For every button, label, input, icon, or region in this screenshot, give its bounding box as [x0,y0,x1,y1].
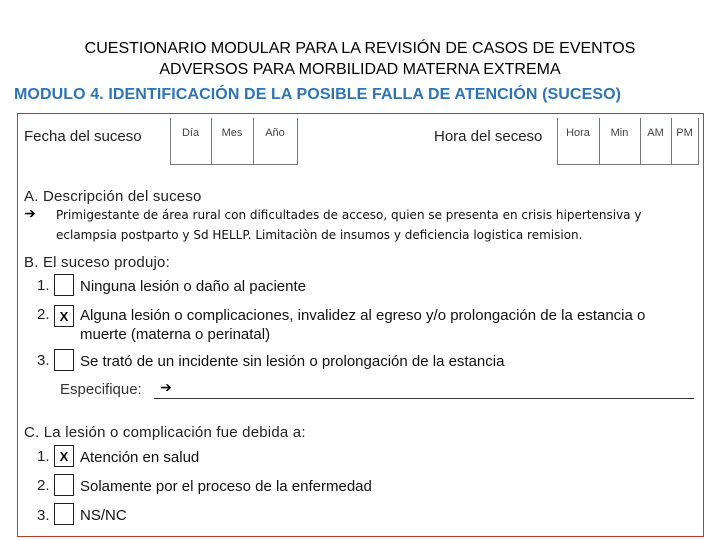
date-grid [170,118,298,166]
option-label-line: Alguna lesión o complicaciones, invalidez al egreso y/o prolongación de la estancia o [80,307,646,324]
option-label-line: muerte (materna o perinatal) [80,326,271,343]
am-field[interactable]: AM [647,127,664,139]
option-number: 2. [37,477,50,494]
outcome-checkbox-1[interactable] [54,274,74,296]
option-label: Se trató de un incidente sin lesión o prolongación de la estancia [80,353,505,370]
option-label: Solamente por el proceso de la enfermedad [80,478,372,495]
option-number: 2. [37,306,50,323]
date-cell-divider [253,118,254,164]
month-field[interactable]: Mes [221,127,243,139]
event-description [56,205,701,245]
time-baseline [557,164,699,165]
module-heading: MODULO 4. IDENTIFICACIÓN DE LA POSIBLE FALLA DE ATENCIÓN (SUCESO) [14,86,622,103]
specify-label: Especifique: [60,381,142,398]
option-number: 3. [37,507,50,524]
section-c-title: C. La lesión o complicación fue debida a: [24,424,306,441]
date-cell-divider [297,118,298,164]
specify-input-line[interactable] [154,398,694,399]
option-label: Ninguna lesión o daño al paciente [80,278,307,295]
date-cell-divider [170,118,171,164]
arrow-right-icon: ➔ [24,205,36,221]
time-label: Hora del seceso [434,128,543,145]
option-number: 1. [37,448,50,465]
cause-checkbox-2[interactable] [54,474,74,496]
outcome-checkbox-2[interactable]: X [54,305,74,327]
time-cell-divider [599,118,600,164]
cause-checkbox-1[interactable]: X [54,445,74,467]
minute-field[interactable]: Min [610,127,629,139]
description-line: eclampsia postparto y Sd HELLP. Limitaciòn de insumos y deficiencia logistica remision. [56,228,583,242]
date-label: Fecha del suceso [24,128,142,145]
time-cell-divider [698,118,699,164]
cause-checkbox-3[interactable] [54,503,74,525]
option-number: 3. [37,352,50,369]
date-cell-divider [211,118,212,164]
section-a-title: A. Descripción del suceso [24,188,202,205]
outcome-checkbox-3[interactable] [54,349,74,371]
date-baseline [170,164,298,165]
option-label: Atención en salud [80,449,200,466]
time-cell-divider [640,118,641,164]
description-line: Primigestante de área rural con dificultades de acceso, quien se presenta en crisis hipertensiva y [56,208,642,222]
option-label: NS/NC [80,507,127,524]
pm-field[interactable]: PM [676,127,693,139]
year-field[interactable]: Año [265,127,285,139]
document-title-line2: ADVERSOS PARA MORBILIDAD MATERNA EXTREMA [159,61,561,78]
option-number: 1. [37,277,50,294]
day-field[interactable]: Día [181,127,200,139]
time-cell-divider [557,118,558,164]
option-label [80,306,645,344]
document-title-line1: CUESTIONARIO MODULAR PARA LA REVISIÓN DE CASOS DE EVENTOS [84,40,636,57]
section-b-title: B. El suceso produjo: [24,254,170,271]
hour-field[interactable]: Hora [566,127,590,139]
time-cell-divider [671,118,672,164]
arrow-right-icon: ➔ [160,379,172,395]
time-grid [557,118,699,166]
